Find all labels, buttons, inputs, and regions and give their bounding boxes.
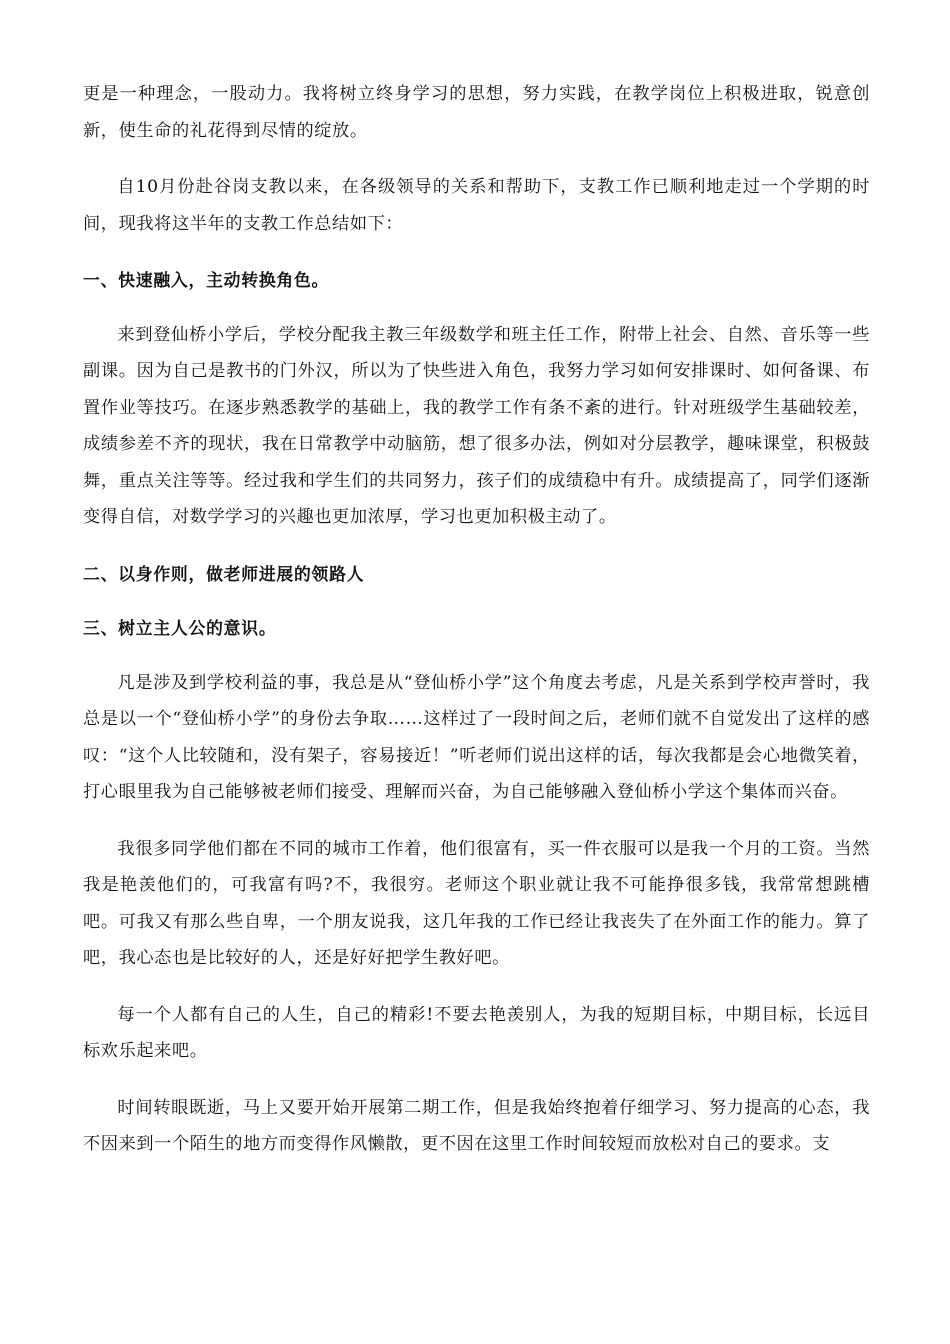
paragraph-teaching-work: 来到登仙桥小学后，学校分配我主教三年级数学和班主任工作，附带上社会、自然、音乐等一些副课。因为自己是教书的门外汉，所以为了快些进入角色，我努力学习如何安排课时、如何备课、布置作业等技巧。在逐步熟悉教学的基础上，我的教学工作有条不紊的进行。针对班级学生基础较差，成绩参差不齐的现状，我在日常教学中动脑筋，想了很多办法，例如对分层教学，趣味课堂，积极鼓舞，重点关注等等。经过我和学生们的共同努力，孩子们的成绩稳中有升。成绩提高了，同学们逐渐变得自信，对数学学习的兴趣也更加浓厚，学习也更加积极主动了。 (83, 324, 870, 527)
paragraph-school-identity: 凡是涉及到学校利益的事，我总是从“登仙桥小学”这个角度去考虑，凡是关系到学校声誉时，我总是以一个“登仙桥小学”的身份去争取……这样过了一段时间之后，老师们就不自觉发出了这样的感叹：“这个人比较随和，没有架子，容易接近！”听老师们说出这样的话，每次我都是会心地微笑着，打心眼里我为自己能够被老师们接受、理解而兴奋，为自己能够融入登仙桥小学这个集体而兴奋。 (83, 672, 870, 802)
paragraph-own-life: 每一个人都有自己的人生，自己的精彩!不要去艳羡别人，为我的短期目标，中期目标，长远目标欢乐起来吧。 (83, 1004, 870, 1061)
paragraph-intro-continued: 更是一种理念，一股动力。我将树立终身学习的思想，努力实践，在教学岗位上积极进取，锐意创新，使生命的礼花得到尽情的绽放。 (83, 84, 870, 141)
section-heading-3: 三、树立主人公的意识。 (83, 618, 277, 638)
paragraph-summary-intro: 自10月份赴谷岗支教以来，在各级领导的关系和帮助下，支教工作已顺利地走过一个学期的时间，现我将这半年的支教工作总结如下： (83, 177, 870, 234)
section-heading-2: 二、以身作则，做老师进展的领路人 (83, 563, 365, 584)
paragraph-second-term: 时间转眼既逝，马上又要开始开展第二期工作，但是我始终抱着仔细学习、努力提高的心态，我不因来到一个陌生的地方而变得作风懒散，更不因在这里工作时间较短而放松对自己的要求。支 (83, 1097, 870, 1154)
section-heading-1: 一、快速融入，主动转换角色。 (83, 270, 330, 290)
paragraph-classmates: 我很多同学他们都在不同的城市工作着，他们很富有，买一件衣服可以是我一个月的工资。当然我是艳羡他们的，可我富有吗?不，我很穷。老师这个职业就让我不可能挣很多钱，我常常想跳槽吧。可我又有那么些自卑，一个朋友说我，这几年我的工作已经让我丧失了在外面工作的能力。算了吧，我心态也是比较好的人，还是好好把学生教好吧。 (83, 838, 870, 968)
document-body (83, 76, 870, 1183)
